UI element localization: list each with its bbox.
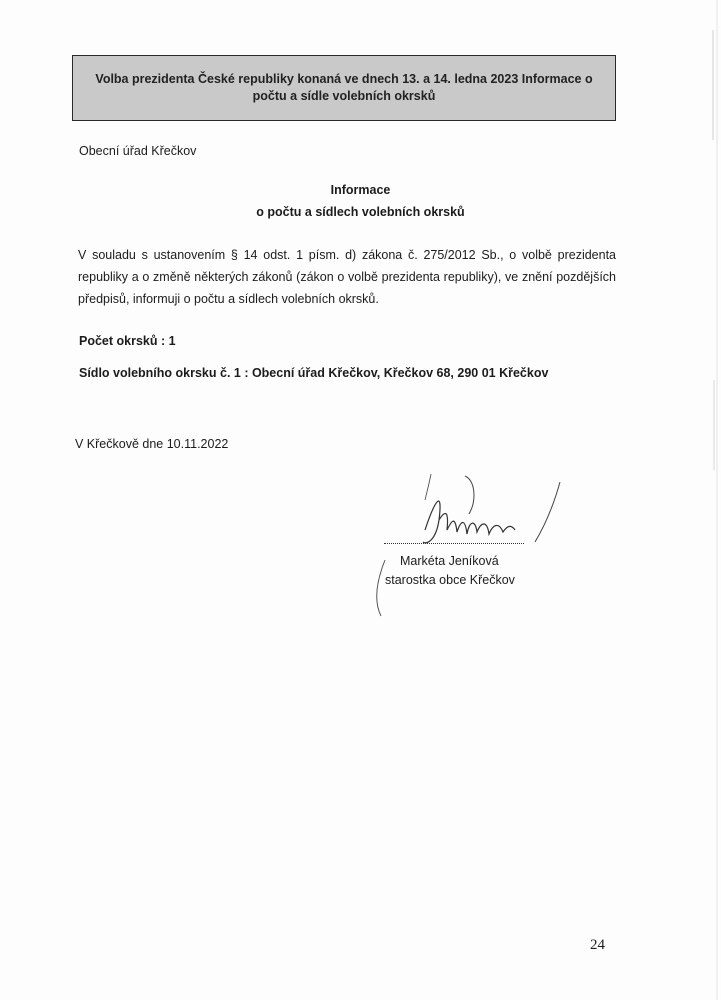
document-title: Informace <box>330 183 391 197</box>
page-number: 24 <box>590 937 605 953</box>
header-title: Volba prezidenta České republiky konaná ve dnech 13. a 14. ledna 2023 Informace o počtu a sídle volebních okrsků <box>95 72 593 103</box>
header-banner <box>72 55 616 121</box>
signatory-name: Markéta Jeníková <box>400 554 499 568</box>
district-count: Počet okrsků : 1 <box>79 334 176 348</box>
signature-line <box>384 541 524 544</box>
signatory-role: starostka obce Křečkov <box>385 573 515 587</box>
scan-edge-mark <box>707 0 721 1000</box>
handwritten-signature <box>365 470 565 620</box>
district-seat: Sídlo volebního okrsku č. 1 : Obecní úřad Křečkov, Křečkov 68, 290 01 Křečkov <box>79 366 549 380</box>
document-subtitle: o počtu a sídlech volebních okrsků <box>256 205 465 219</box>
issuer: Obecní úřad Křečkov <box>79 144 197 158</box>
place-and-date: V Křečkově dne 10.11.2022 <box>75 437 229 451</box>
body-paragraph: V souladu s ustanovením § 14 odst. 1 písm. d) zákona č. 275/2012 Sb., o volbě prezidenta republiky a o změně některých zákonů (zákon o volbě prezidenta republiky), ve znění pozdějších předpisů, informuji o počtu a sídlech volebních okrsků. <box>78 248 616 306</box>
